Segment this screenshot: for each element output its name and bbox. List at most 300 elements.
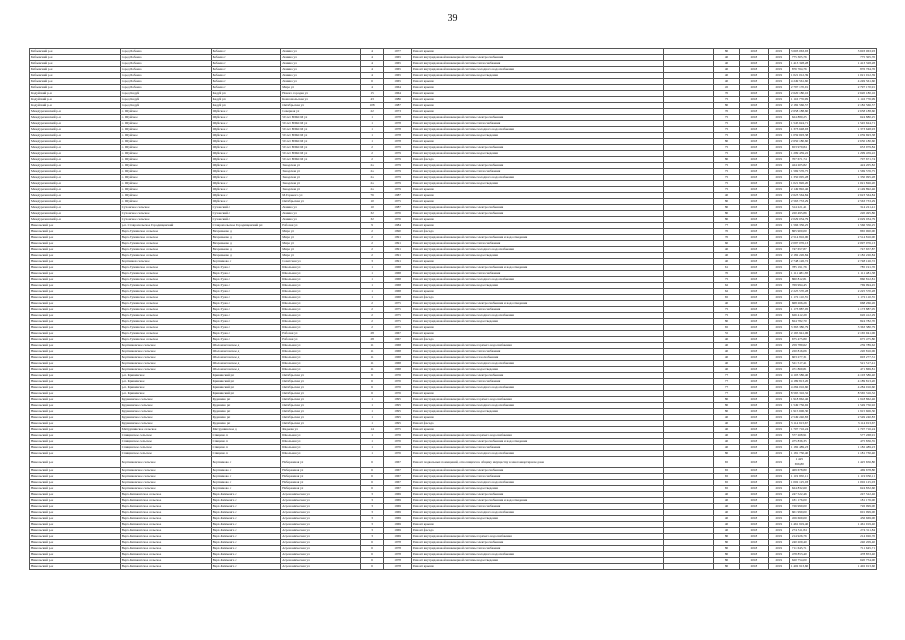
cell-cost-total: 1 350 095,28 <box>790 175 809 180</box>
cell-plan-start-year: 2018 <box>740 301 769 307</box>
cell-wear-percent: 40 <box>714 503 740 509</box>
cell-cost-fund: 2 623 564,84 <box>809 193 876 199</box>
cell-wear-percent: 40 <box>714 367 740 373</box>
cell-year-built: 1967 <box>384 331 411 337</box>
cell-municipality: Верх-Кичменгское сельское <box>120 545 211 551</box>
cell-district: Междуреченский р-н <box>30 181 121 187</box>
cell-cost-fund: 626 412,29 <box>809 313 876 319</box>
cell-plan-start-year: 2018 <box>740 223 769 229</box>
cell-house-number: 3 <box>360 521 384 527</box>
cell-cost-total: 620 754,00 <box>789 557 809 563</box>
cell-municipality: Верх-Тужинское сельское <box>120 229 211 235</box>
page-number: 39 <box>447 13 458 24</box>
cell-plan-start-year: 2018 <box>740 509 769 515</box>
cell-plan-start-year: 2018 <box>740 473 769 479</box>
cell-plan-start-year: 2018 <box>740 545 769 551</box>
cell-municipality: Бортниковское сельское <box>120 467 211 473</box>
cell-wear-percent: 77 <box>714 379 740 385</box>
cell-district: Никольский р-н <box>30 539 121 545</box>
cell-work-type: Ремонт внутридомовой инженерной системы электроснабжения и водоотведения <box>411 235 663 241</box>
cell-cost-fund: 2 514 816,00 <box>809 235 876 241</box>
cell-plan-start-year: 2018 <box>740 445 769 451</box>
cell-municipality: Верх-Тужинское сельское <box>120 241 211 247</box>
cell-district: Никольский р-н <box>30 271 121 277</box>
cell-cost-fund: 1 182 489,23 <box>809 445 876 451</box>
cell-house-number: 4 <box>360 49 384 55</box>
cell-street: Фадеева ул <box>281 427 361 433</box>
cell-work-type: Ремонт внутридомовой инженерной системы водоотведения <box>411 181 663 187</box>
cell-cost-total: 2 797 170,91 <box>790 85 809 90</box>
cell-work-type: Ремонт подвальных помещений, относящихся к общему имуществу в многоквартирном доме <box>411 457 663 468</box>
cell-municipality: с. Шуйское <box>120 139 211 145</box>
cell-year-built: 1991 <box>384 253 411 259</box>
cell-wear-percent: 75 <box>714 307 740 313</box>
cell-year-built: 1978 <box>384 121 411 127</box>
cell-plan-start-year: 2018 <box>740 157 769 163</box>
cell-cost-total: 4 249 561,60 <box>790 79 809 84</box>
cell-plan-start-year: 2018 <box>740 61 769 67</box>
cell-year-built: 1979 <box>384 169 411 175</box>
cell-wear-percent: 80 <box>714 403 740 409</box>
cell-cost-total: 2 097 076,13 <box>790 241 809 246</box>
cell-street: Школьная ул <box>281 271 361 277</box>
cell-plan-start-year: 2018 <box>740 367 769 373</box>
cell-wear-percent: 40 <box>714 61 740 67</box>
cell-work-type: Ремонт крыши <box>411 217 663 223</box>
cell-district: Бабаевский р-н <box>30 49 121 55</box>
cell-plan-start-year: 2018 <box>740 515 769 521</box>
cell-cost-fund: 478 853,40 <box>809 551 876 557</box>
cell-plan-end-year: 2019 <box>768 415 789 421</box>
cell-municipality: Бортниковское сельское <box>120 485 211 491</box>
cell-work-type: Ремонт внутридомовой инженерной системы электроснабжения <box>411 115 663 121</box>
cell-district: Никольский р-н <box>30 451 121 457</box>
cell-plan-start-year: 2018 <box>740 265 769 271</box>
cell-plan-start-year: 2018 <box>740 521 769 527</box>
cell-cost-fund: 1 111 481,38 <box>809 271 876 277</box>
cell-year-built: 1991 <box>384 247 411 253</box>
cell-house-number: 28 <box>360 331 384 337</box>
cell-settlement: Верх-Кичменга с <box>211 521 281 527</box>
cell-plan-start-year: 2018 <box>740 403 769 409</box>
cell-plan-start-year: 2018 <box>740 527 769 533</box>
cell-house-number: 3 <box>360 509 384 515</box>
cell-cost-fund: 1 566 356,25 <box>809 223 876 229</box>
cell-house-number: 32 <box>360 217 384 223</box>
cell-municipality: Верх-Тужинское сельское <box>120 307 211 313</box>
cell-house-number: 6 <box>360 457 384 468</box>
cell-street: Ленина ул <box>281 49 361 55</box>
cell-cost-fund: 865 900,00 <box>809 229 876 235</box>
cell-cost-total: 456 669,00 <box>789 515 809 521</box>
cell-wear-percent: 40 <box>714 521 740 527</box>
cell-cost-fund: 1 918 862,46 <box>809 397 876 403</box>
cell-cost-total: 603 277,31 <box>789 355 809 361</box>
cell-district: Междуреченский р-н <box>30 109 121 115</box>
cell-wear-percent: 70 <box>714 91 740 97</box>
cell-plan-start-year: 2018 <box>740 457 769 468</box>
cell-plan-end-year: 2019 <box>768 205 789 211</box>
cell-house-number: 6 <box>360 373 384 379</box>
cell-district: Междуреченский р-н <box>30 169 121 175</box>
cell-district: Никольский р-н <box>30 403 121 409</box>
cell-year-built: 1968 <box>384 289 411 295</box>
cell-cost-fund: 1 915 606,30 <box>809 409 876 415</box>
cell-year-built: 1978 <box>384 115 411 121</box>
cell-plan-end-year: 2019 <box>768 307 789 313</box>
cell-district: Бабаевский р-н <box>30 67 121 73</box>
cell-cost-fund: 3 114 913,67 <box>809 421 876 427</box>
cell-wear-percent: 70 <box>714 229 740 235</box>
cell-plan-start-year: 2018 <box>740 379 769 385</box>
cell-cost-total: 707 671,74 <box>789 157 809 163</box>
cell-plan-end-year: 2019 <box>768 259 789 265</box>
cell-plan-end-year: 2019 <box>768 367 789 373</box>
cell-cost-total: 653 979,84 <box>789 145 809 151</box>
cell-house-number: 6 <box>360 385 384 391</box>
cell-municipality: Верх-Тужинское сельское <box>120 313 211 319</box>
cell-plan-start-year: 2018 <box>740 415 769 421</box>
cell-year-built: 1991 <box>384 259 411 265</box>
cell-plan-start-year: 2018 <box>740 427 769 433</box>
cell-year-built: 1967 <box>384 473 411 479</box>
cell-settlement: Бабаево г <box>211 55 281 61</box>
cell-year-built: 1964 <box>384 85 411 91</box>
cell-settlement: Шоломонтовское д <box>211 367 281 373</box>
cell-work-type: Ремонт внутридомовой инженерной системы теплоснабжения <box>411 271 663 277</box>
cell-work-type: Ремонт крыши <box>411 193 663 199</box>
cell-house-number: 2 <box>360 235 384 241</box>
cell-street: Школьная ул <box>281 289 361 295</box>
cell-street: Октябрьская ул <box>281 391 361 397</box>
cell-year-built: 1975 <box>384 319 411 325</box>
cell-plan-start-year: 2018 <box>740 211 769 217</box>
cell-district: Никольский р-н <box>30 229 121 235</box>
cell-wear-percent: 80 <box>714 199 740 205</box>
cell-municipality: Верх-Тужинское сельское <box>120 289 211 295</box>
cell-wear-percent: 75 <box>714 97 740 103</box>
cell-settlement: Бортниково с <box>211 479 281 485</box>
cell-district: Никольский р-н <box>30 557 121 563</box>
cell-year-built: 1968 <box>384 271 411 277</box>
cell-cost-fund: 456 669,00 <box>809 515 876 521</box>
cell-year-built: 1968 <box>384 361 411 367</box>
cell-wear-percent: 40 <box>714 55 740 61</box>
cell-wear-percent: 80 <box>714 563 740 569</box>
cell-settlement: Куданино рп <box>211 403 281 409</box>
cell-wear-percent: 75 <box>714 313 740 319</box>
cell-work-type: Ремонт внутридомовой инженерной системы холодного водоснабжения <box>411 67 663 73</box>
cell-plan-start-year: 2018 <box>740 295 769 301</box>
cell-plan-start-year: 2018 <box>740 151 769 157</box>
cell-house-number: 3 <box>360 527 384 533</box>
cell-cost-total: 469 678,80 <box>789 467 809 473</box>
cell-municipality: Верх-Тужинское сельское <box>120 247 211 253</box>
cell-house-number: 1 <box>360 283 384 289</box>
cell-municipality: Верх-Кичменгское сельское <box>120 497 211 503</box>
cell-district: Никольский р-н <box>30 479 121 485</box>
cell-work-type: Ремонт крыши <box>411 199 663 205</box>
cell-municipality: Верх-Кичменгское сельское <box>120 563 211 569</box>
cell-year-built: 1975 <box>384 199 411 205</box>
cell-municipality: р.п. Ставропольское Городищенский <box>120 223 211 229</box>
cell-district: Междуреченский р-н <box>30 121 121 127</box>
cell-settlement: Шуйское с <box>211 121 281 127</box>
cell-district: Междуреченский р-н <box>30 205 121 211</box>
cell-work-type: Ремонт крыши <box>411 427 663 433</box>
cell-wear-percent: 75 <box>714 133 740 139</box>
cell-year-built: 1978 <box>384 139 411 145</box>
cell-cost-fund: 1 707 716,24 <box>809 427 876 433</box>
cell-district: Никольский р-н <box>30 457 121 468</box>
cell-wear-percent: 40 <box>714 445 740 451</box>
cell-plan-end-year: 2019 <box>768 491 789 497</box>
cell-municipality: с. Шуйское <box>120 181 211 187</box>
cell-cost-total: 1 413 328,28 <box>790 61 809 66</box>
cell-cost-fund: 1 549 756,92 <box>809 403 876 409</box>
cell-cost-fund: 1 461 919,40 <box>809 521 876 527</box>
cell-plan-start-year: 2018 <box>740 397 769 403</box>
cell-cost-fund: 711 645,71 <box>809 545 876 551</box>
cell-cost-fund: 2 748 126,72 <box>809 259 876 265</box>
cell-cost-fund: 1 545 624,71 <box>809 121 876 127</box>
cell-cost-total: 521 517,41 <box>789 361 809 367</box>
cell-cost-total: 675 475,80 <box>789 337 809 343</box>
cell-settlement: Бабаево г <box>211 49 281 55</box>
cell-cost-total: 4 189 813,20 <box>790 379 809 384</box>
cell-district: Никольский р-н <box>30 545 121 551</box>
cell-settlement: Верх-Кичменга с <box>211 527 281 533</box>
cell-district: Никольский р-н <box>30 433 121 439</box>
cell-cost-total: 876 764,76 <box>789 67 809 73</box>
cell-municipality: с. Шуйское <box>120 199 211 205</box>
cell-settlement: Верх-Тужа с <box>211 313 281 319</box>
cell-year-built: 1976 <box>384 211 411 217</box>
cell-wear-percent: 40 <box>714 527 740 533</box>
cell-settlement: Кадуй рп <box>211 103 281 109</box>
cell-settlement: Шуйское с <box>211 151 281 157</box>
cell-wear-percent: 62 <box>714 283 740 289</box>
table-row <box>30 457 877 468</box>
cell-cost-fund: 653 979,84 <box>809 145 876 151</box>
cell-settlement: Шуйское с <box>211 163 281 169</box>
cell-plan-end-year: 2019 <box>768 79 789 85</box>
cell-house-number: 3 <box>360 515 384 521</box>
cell-cost-total: 2 029 034,79 <box>790 217 809 222</box>
cell-plan-end-year: 2019 <box>768 91 789 97</box>
cell-cost-total: 624 832,60 <box>789 485 809 491</box>
cell-work-type: Ремонт внутридомовой инженерной системы электроснабжения <box>411 539 663 545</box>
cell-street: Агрономическая ул <box>281 509 361 515</box>
cell-cost-total: 8 565 316,32 <box>790 391 809 396</box>
cell-district: Никольский р-н <box>30 343 121 349</box>
cell-cost-fund: 1 350 095,28 <box>809 175 876 181</box>
cell-street: Школьная ул <box>281 283 361 289</box>
cell-municipality: город Бабаево <box>120 73 211 79</box>
cell-settlement: Вахрамеево д <box>211 253 281 259</box>
cell-settlement: Спицино п <box>211 439 281 445</box>
cell-plan-start-year: 2018 <box>740 497 769 503</box>
cell-street: Набережная ул <box>281 479 361 485</box>
cell-house-number: 11 <box>360 367 384 373</box>
cell-work-type: Ремонт крыши <box>411 103 663 109</box>
cell-wear-percent: 40 <box>714 337 740 343</box>
cell-street: Школьная ул <box>281 439 361 445</box>
cell-cost-total: 2 650 180,60 <box>790 139 809 144</box>
cell-house-number: 3 <box>360 503 384 509</box>
cell-municipality: с. Шуйское <box>120 157 211 163</box>
cell-year-built: 1967 <box>384 457 411 468</box>
cell-municipality: город Бабаево <box>120 79 211 85</box>
cell-municipality: с. Шуйское <box>120 169 211 175</box>
cell-year-built: 1976 <box>384 385 411 391</box>
cell-cost-fund: 2 029 034,79 <box>809 217 876 223</box>
cell-wear-percent: 75 <box>714 181 740 187</box>
cell-plan-end-year: 2019 <box>768 313 789 319</box>
cell-house-number: 4 <box>360 85 384 91</box>
cell-street: М.Горького ул <box>281 193 361 199</box>
cell-work-type: Ремонт крыши <box>411 331 663 337</box>
cell-district: Никольский р-н <box>30 551 121 557</box>
cell-year-built: 1967 <box>384 479 411 485</box>
cell-street: Ленина ул <box>281 55 361 61</box>
cell-work-type: Ремонт внутридомовой инженерной системы электроснабжения <box>411 373 663 379</box>
cell-municipality: Куданинское сельское <box>120 403 211 409</box>
cell-plan-end-year: 2019 <box>768 271 789 277</box>
cell-work-type: Ремонт внутридомовой инженерной системы водоотведения <box>411 73 663 79</box>
cell-work-type: Ремонт крыши <box>411 79 663 85</box>
cell-wear-percent: 61 <box>714 265 740 271</box>
cell-work-type: Ремонт внутридомовой инженерной системы водоотведения <box>411 319 663 325</box>
cell-house-number: 6 <box>360 473 384 479</box>
cell-plan-start-year: 2018 <box>740 247 769 253</box>
cell-municipality: город Бабаево <box>120 61 211 67</box>
cell-year-built: 1979 <box>384 145 411 151</box>
cell-wear-percent: 62 <box>714 289 740 295</box>
cell-work-type: Ремонт крыши <box>411 97 663 103</box>
cell-cost-total: 1 172 110,55 <box>790 295 809 300</box>
cell-street: Мира ул <box>281 253 361 259</box>
cell-municipality: р.п. Кривинское <box>120 385 211 391</box>
cell-cost-total: 2 149 892,46 <box>790 187 809 192</box>
cell-cost-fund: 4 249 561,60 <box>809 79 876 85</box>
cell-year-built: 1968 <box>384 343 411 349</box>
cell-street: Агрономическая ул <box>281 563 361 569</box>
cell-cost-total: 1 915 606,30 <box>790 409 809 414</box>
cell-settlement: Верх-Кичменга с <box>211 563 281 569</box>
cell-municipality: р.п. Кривинское <box>120 379 211 385</box>
cell-settlement: Шуйское с <box>211 175 281 181</box>
cell-year-built: 1975 <box>384 307 411 313</box>
cell-cost-fund: 2 563 733,29 <box>809 199 876 205</box>
cell-settlement: Шуйское с <box>211 127 281 133</box>
cell-street: Октябрьская ул <box>281 403 361 409</box>
cell-wear-percent: 40 <box>714 67 740 73</box>
cell-plan-end-year: 2019 <box>768 73 789 79</box>
cell-municipality: Верх-Тужинское сельское <box>120 319 211 325</box>
cell-plan-end-year: 2019 <box>768 433 789 439</box>
cell-house-number: 1 <box>360 451 384 457</box>
cell-wear-percent: 40 <box>714 415 740 421</box>
cell-wear-percent: 40 <box>714 433 740 439</box>
cell-street: Ленина ул <box>281 61 361 67</box>
cell-house-number: 2 <box>360 319 384 325</box>
cell-work-type: Ремонт внутридомовой инженерной системы теплоснабжения <box>411 445 663 451</box>
cell-year-built: 1976 <box>384 373 411 379</box>
cell-cost-total: 1 181 730,40 <box>790 451 809 456</box>
cell-house-number: 2 <box>360 247 384 253</box>
cell-plan-start-year: 2018 <box>740 307 769 313</box>
cell-plan-start-year: 2018 <box>740 253 769 259</box>
cell-house-number: 2 <box>360 151 384 157</box>
cell-wear-percent: 80 <box>714 49 740 55</box>
cell-street: Агрономическая ул <box>281 545 361 551</box>
cell-cost-fund: 668 266,26 <box>809 301 876 307</box>
cell-cost-fund: 1 181 730,40 <box>809 451 876 457</box>
cell-year-built: 1979 <box>384 181 411 187</box>
cell-municipality: Бортниковское сельское <box>120 349 211 355</box>
cell-year-built: 1987 <box>384 193 411 199</box>
cell-cost-fund: 2 165 941,06 <box>809 331 876 337</box>
cell-cost-fund: 4 103 586,40 <box>809 373 876 379</box>
cell-municipality: Верх-Тужинское сельское <box>120 295 211 301</box>
cell-plan-start-year: 2018 <box>740 325 769 331</box>
cell-house-number: 2 <box>360 253 384 259</box>
cell-settlement: Верх-Тужа с <box>211 337 281 343</box>
cell-district: Междуреченский р-н <box>30 115 121 121</box>
cell-plan-start-year: 2018 <box>740 73 769 79</box>
cell-year-built: 1979 <box>384 163 411 169</box>
cell-cost-fund: 521 517,41 <box>809 361 876 367</box>
cell-plan-end-year: 2019 <box>768 557 789 563</box>
cell-municipality: город Бабаево <box>120 85 211 91</box>
cell-settlement: Бабаево г <box>211 85 281 91</box>
cell-house-number: 3 <box>360 533 384 539</box>
cell-cost-total: 775 305,76 <box>789 55 809 61</box>
cell-wear-percent: 75 <box>714 145 740 151</box>
cell-settlement: Вахрамеево д <box>211 235 281 241</box>
cell-settlement: Верх-Кичменга с <box>211 515 281 521</box>
cell-plan-end-year: 2019 <box>768 409 789 415</box>
cell-cost-fund: 2 182 566,57 <box>809 103 876 109</box>
cell-district: Никольский р-н <box>30 331 121 337</box>
cell-street: Октябрьская ул <box>281 415 361 421</box>
cell-district: Никольский р-н <box>30 361 121 367</box>
cell-plan-start-year: 2018 <box>740 79 769 85</box>
cell-work-type: Ремонт внутридомовой инженерной системы холодного водоснабжения <box>411 403 663 409</box>
cell-work-type: Ремонт крыши <box>411 563 663 569</box>
cell-house-number: 1 <box>360 139 384 145</box>
cell-municipality: Верх-Кичменгское сельское <box>120 557 211 563</box>
cell-district: Междуреченский р-н <box>30 187 121 193</box>
cell-street: Агрономическая ул <box>281 491 361 497</box>
cell-street: Заводская ул <box>281 181 361 187</box>
cell-year-built: 1995 <box>384 421 411 427</box>
cell-settlement: Шуйское с <box>211 115 281 121</box>
cell-wear-percent: 80 <box>714 545 740 551</box>
cell-cost-total: 247 522,46 <box>789 491 809 497</box>
cell-work-type: Ремонт крыши <box>411 289 663 295</box>
cell-plan-start-year: 2018 <box>740 259 769 265</box>
cell-work-type: Ремонт внутридомовой инженерной системы холодного водоснабжения <box>411 361 663 367</box>
cell-cost-fund: 1 173 887,05 <box>809 307 876 313</box>
cell-street: Мира ул <box>281 241 361 247</box>
cell-house-number: 4 <box>360 55 384 61</box>
cell-street: Набережная ул <box>281 485 361 491</box>
cell-plan-start-year: 2018 <box>740 373 769 379</box>
cell-house-number: 9 <box>360 223 384 229</box>
cell-cost-fund: 675 475,80 <box>809 337 876 343</box>
